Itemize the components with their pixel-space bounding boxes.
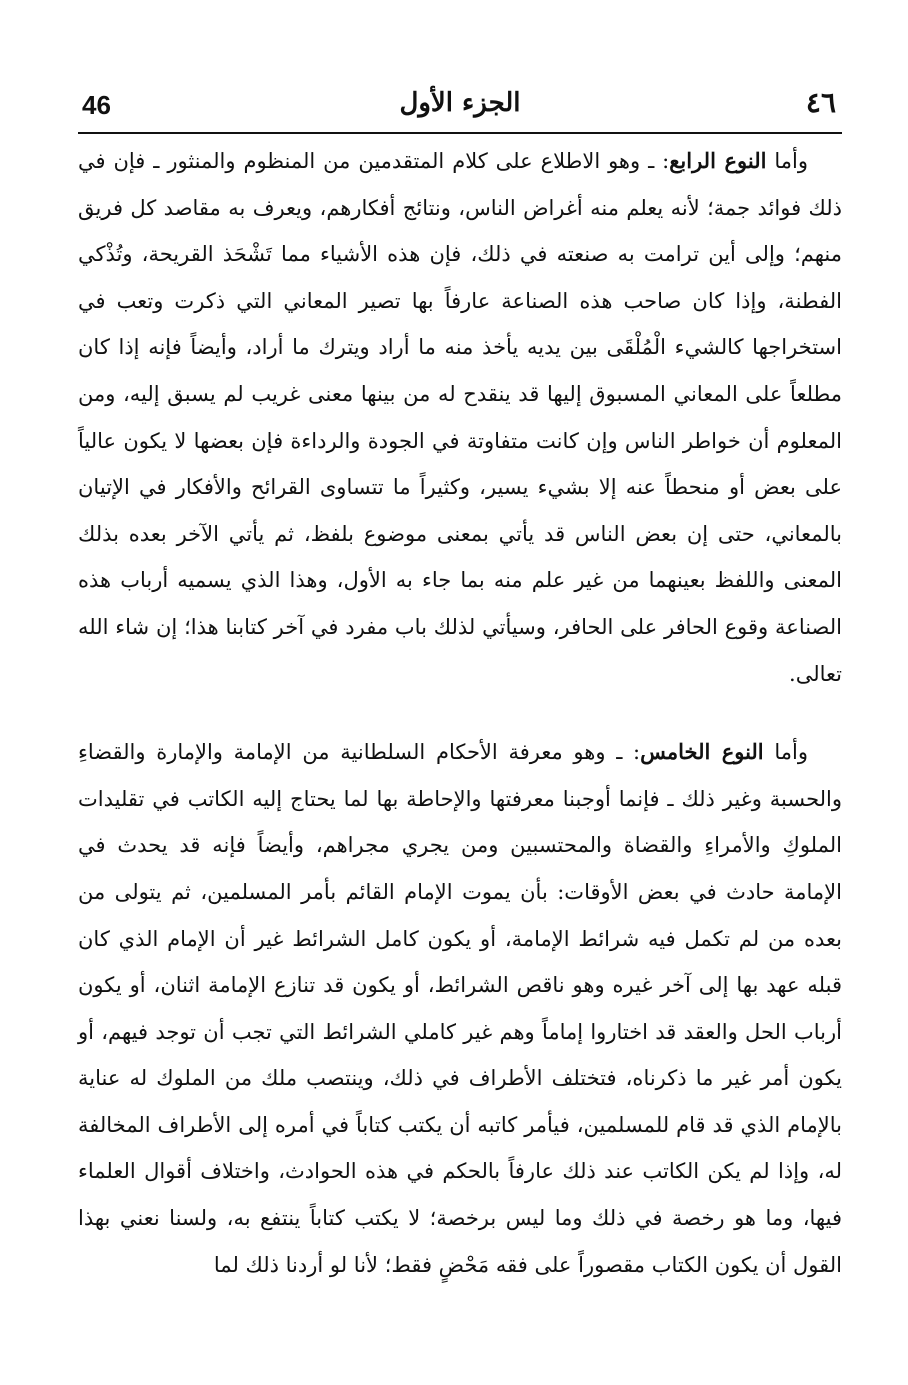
running-title: الجزء الأول [399, 88, 521, 118]
paragraph-text: : ـ وهو معرفة الأحكام السلطانية من الإمامة والإمارة والقضاءِ والحسبة وغير ذلك ـ فإنما أوجبنا معرفتها والإحاطة بها لما يحتاج إليه الكاتب في تقليدات الملوكِ والأمراءِ والقضاة والمحتسبين ومن يجري مجراهم، وأيضاً فإنه قد يحدث في الإمامة حادث في بعض الأوقات: بأن يموت الإمام القائم بأمر المسلمين، ثم يتولى من بعده من لم تكمل فيه شرائط الإمامة، أو يكون كامل الشرائط غير أن الإمام الذي كان قبله عهد بها إلى آخر غيره وهو ناقص الشرائط، أو يكون قد تنازع الإمامة اثنان، أو يكون أرباب الحل والعقد قد اختاروا إماماً وهم غير كاملي الشرائط التي تجب أن توجد فيهم، أو يكون أمر غير ما ذكرناه، فتختلف الأطراف في ذلك، وينتصب ملك من الملوك له عناية بالإمام الذي قد قام للمسلمين، فيأمر كاتبه أن يكتب كتاباً في أمره إلى الأطراف المخالفة له، وإذا لم يكن الكاتب عند ذلك عارفاً بالحكم في هذه الحوادث، واختلاف أقوال العلماء فيها، وما هو رخصة في ذلك وما ليس برخصة؛ لا يكتب كتاباً ينتفع به، ولسنا نعني بهذا القول أن يكون الكتاب مقصوراً على فقه مَحْضٍ فقط؛ لأنا لو أردنا ذلك لما [78, 740, 842, 1277]
page-header [78, 84, 842, 134]
paragraph-fifth-type [78, 729, 842, 1288]
paragraph-fourth-type [78, 138, 842, 697]
paragraph-lead-prefix: وأما [766, 149, 808, 173]
page-body [78, 138, 842, 1288]
page-number-arabic: ٤٦ [805, 86, 836, 119]
section-heading-fifth-type: النوع الخامس [640, 739, 764, 765]
paragraph-text: : ـ وهو الاطلاع على كلام المتقدمين من المنظوم والمنثور ـ فإن في ذلك فوائد جمة؛ لأنه يعلم منه أغراض الناس، ونتائج أفكارهم، ويعرف به مقاصد كل فريق منهم؛ وإلى أين ترامت به صنعته في ذلك، فإن هذه الأشياء مما تَشْحَذ القريحة، وتُذْكي الفطنة، وإذا كان صاحب هذه الصناعة عارفاً بها تصير المعاني التي ذكرت وتعب في استخراجها كالشيء الْمُلْقَى بين يديه يأخذ منه ما أراد ويترك ما أراد، وأيضاً فإنه إذا كان مطلعاً على المعاني المسبوق إليها قد ينقدح له من بينها معنى غريب لم يسبق إليه، ومن المعلوم أن خواطر الناس وإن كانت متفاوتة في الجودة والرداءة فإن بعضها لا يكون عالياً على بعض أو منحطاً عنه إلا بشيء يسير، وكثيراً ما تتساوى القرائح والأفكار في الإتيان بالمعاني، حتى إن بعض الناس قد يأتي بمعنى موضوع بلفظ، ثم يأتي الآخر بعده بذلك المعنى واللفظ بعينهما من غير علم منه بما جاء به الأول، وهذا الذي يسميه أرباب هذه الصناعة وقوع الحافر على الحافر، وسيأتي لذلك باب مفرد في آخر كتابنا هذا؛ إن شاء الله تعالى. [78, 149, 842, 686]
paragraph-lead-prefix: وأما [763, 740, 808, 765]
page-number-latin: 46 [82, 90, 111, 120]
header-divider [78, 132, 842, 134]
section-heading-fourth-type: النوع الرابع [669, 148, 767, 173]
